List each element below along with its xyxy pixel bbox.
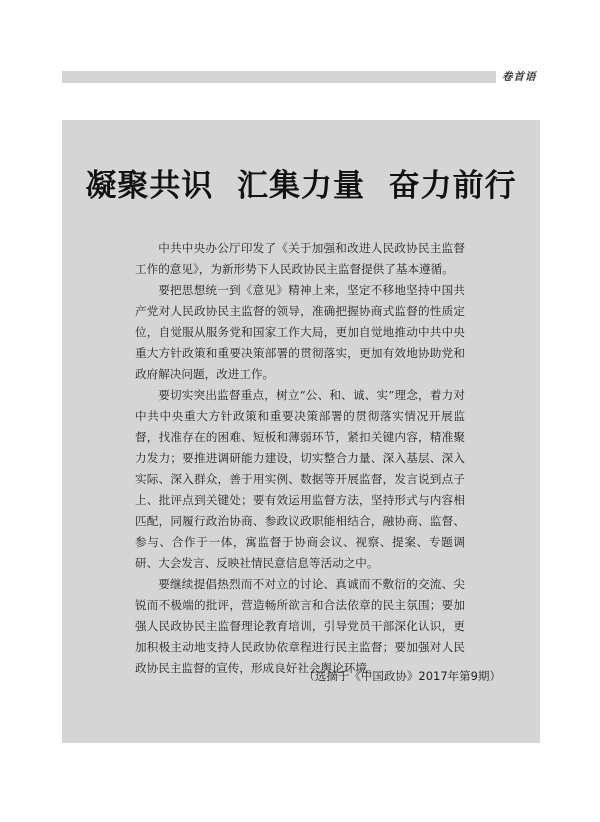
- article-paragraph-1: 中共中央办公厅印发了《关于加强和改进人民政协民主监督工作的意见》，为新形势下人民政协民主监督提供了基本遵循。: [135, 241, 465, 276]
- section-label: 卷首语: [502, 71, 537, 83]
- header-bar: [62, 71, 496, 83]
- article-paragraph-4: 要继续提倡热烈而不对立的讨论、真诚而不敷衍的交流、尖锐而不极端的批评，营造畅所欲言和合法依章的民主氛围；要加强人民政协民主监督理论教育培训，引导党员干部深化认识，更加积极主动地支持人民政协依章程进行民主监督；要加强对人民政协民主监督的宣传，形成良好社会舆论环境。: [135, 577, 465, 675]
- article-title: 凝聚共识 汇集力量 奋力前行: [85, 168, 517, 204]
- article-panel: [62, 120, 540, 743]
- source-note: （选摘于《中国政协》2017年第9期）: [303, 669, 501, 683]
- article-paragraph-2: 要把思想统一到《意见》精神上来，坚定不移地坚持中国共产党对人民政协民主监督的领导，准确把握协商式监督的性质定位，自觉服从服务党和国家工作大局，更加自觉地推动中共中央重大方针政策和重要决策部署的贯彻落实，更加有效地协助党和政府解决问题，改进工作。: [135, 283, 465, 381]
- article-paragraph-3: 要切实突出监督重点，树立“公、和、诚、实”理念，着力对中共中央重大方针政策和重要决策部署的贯彻落实情况开展监督，找准存在的困难、短板和薄弱环节，紧扣关键内容，精准聚力发力；要推进调研能力建设，切实整合力量、深入基层、深入实际、深入群众，善于用实例、数据等开展监督，发言说到点子上、批评点到关键处；要有效运用监督方法，坚持形式与内容相匹配，同履行政治协商、参政议政职能相结合，融协商、监督、参与、合作于一体，寓监督于协商会议、视察、提案、专题调研、大会发言、反映社情民意信息等活动之中。: [135, 388, 465, 570]
- article-body: [135, 238, 465, 679]
